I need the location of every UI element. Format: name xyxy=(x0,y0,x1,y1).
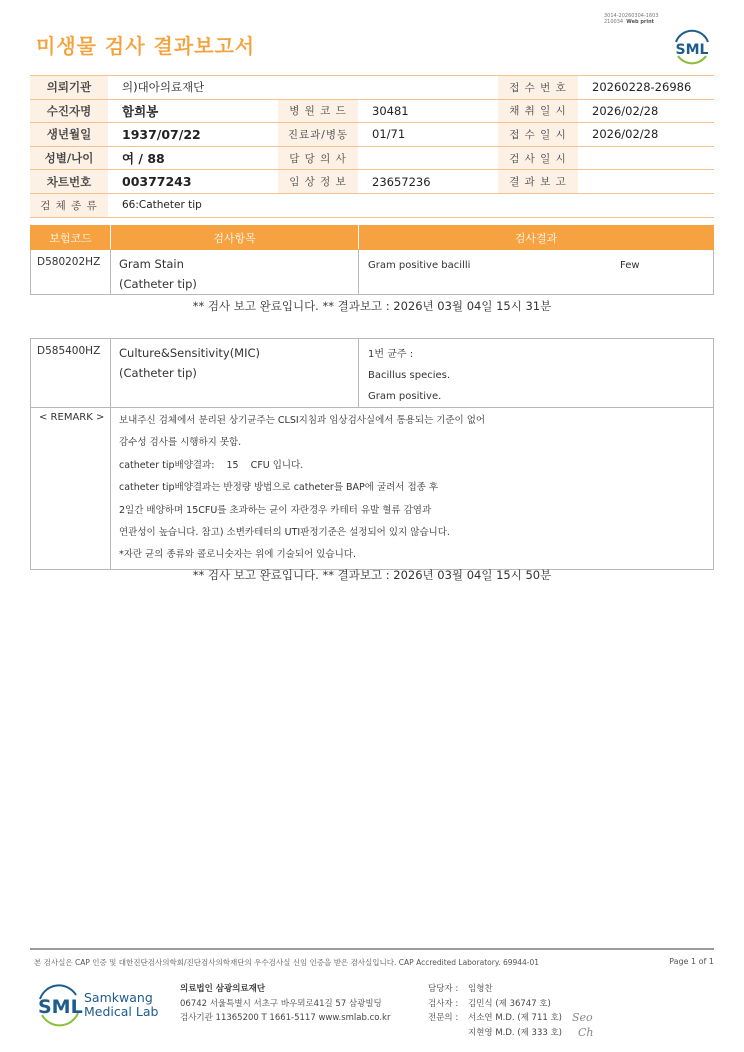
staff-row xyxy=(428,982,594,997)
staff-name: 임형찬 xyxy=(468,984,493,994)
test1-result-cell xyxy=(359,250,714,295)
patient-value: 함희봉 xyxy=(108,99,278,123)
page-number: Page 1 of 1 xyxy=(669,957,714,966)
specimen-value: 66:Catheter tip xyxy=(108,193,714,217)
collect-date-value: 2026/02/28 xyxy=(578,99,714,123)
receipt-no-value: 20260228-26986 xyxy=(578,76,714,100)
collect-date-label: 채 취 일 시 xyxy=(498,99,578,123)
logo-text: SML xyxy=(38,996,83,1018)
accreditation-note: 본 검사실은 CAP 인증 및 대한진단검사의학회/진단검사의학재단의 우수검사실 신임 인증을 받은 검사실입니다. CAP Accredited Laboratory. 69944-01 xyxy=(34,958,540,967)
brand-line-2: Medical Lab xyxy=(84,1004,159,1019)
test2-result-cell xyxy=(359,339,714,408)
info-row xyxy=(30,99,714,123)
gram-stain-table xyxy=(30,225,714,295)
company-contact: 검사기관 11365200 T 1661-5117 www.smlab.co.kr xyxy=(180,1013,391,1023)
test2-organism: Bacillus species. xyxy=(368,370,451,381)
remark-line: catheter tip배양결과: 15 CFU 입니다. xyxy=(119,459,304,471)
remark-line: *자란 균의 종류와 콜로니숫자는 위에 기술되어 있습니다. xyxy=(119,549,356,561)
requester-value: 의)대아의료재단 xyxy=(108,76,498,100)
birth-value: 1937/07/22 xyxy=(108,123,278,147)
completion-notice-2: ** 검사 보고 완료입니다. ** 결과보고 : 2026년 03월 04일 15시 50분 xyxy=(192,568,552,582)
clinical-value: 23657236 xyxy=(358,170,498,194)
hospital-code-label: 병 원 코 드 xyxy=(278,99,358,123)
report-value xyxy=(578,170,714,194)
remark-line: 2일간 배양하며 15CFU를 초과하는 균이 자란경우 카테터 유발 혈류 감염과 xyxy=(119,504,432,516)
staff-role xyxy=(428,1026,468,1041)
info-row xyxy=(30,123,714,147)
staff-row xyxy=(428,1026,594,1041)
staff-name: 지현영 M.D. (제 333 호) xyxy=(468,1027,563,1038)
remark-text xyxy=(111,408,714,570)
company-name: 의료법인 삼광의료재단 xyxy=(180,984,266,994)
remark-line: 보내주신 검체에서 분리된 상기균주는 CLSI지침과 임상검사실에서 통용되는 기준이 없어 xyxy=(119,415,486,426)
test2-item-specimen: (Catheter tip) xyxy=(119,366,197,380)
document-code xyxy=(604,13,659,25)
table-row xyxy=(31,250,714,295)
receipt-no-label: 접 수 번 호 xyxy=(498,76,578,100)
test1-amount: Few xyxy=(620,260,640,271)
test1-code: D580202HZ xyxy=(31,250,111,295)
sex-age-label: 성별/나이 xyxy=(30,146,108,170)
signature-icon: Seo xyxy=(572,1011,593,1024)
company-info xyxy=(180,982,390,1026)
footer-divider xyxy=(30,948,714,950)
staff-role: 담당자 : xyxy=(428,984,459,994)
logo-text: SML xyxy=(675,42,709,58)
staff-row xyxy=(428,997,594,1012)
patient-info-table xyxy=(30,75,714,218)
info-row xyxy=(30,146,714,170)
info-row xyxy=(30,170,714,194)
staff-info xyxy=(428,982,594,1040)
test2-item xyxy=(111,339,359,408)
remark-line: catheter tip배양결과는 반정량 방법으로 catheter를 BAP에 굴려서 접종 후 xyxy=(119,482,439,494)
doc-code-2: 210034 xyxy=(604,19,624,25)
col-header-result: 검사결과 xyxy=(359,226,714,250)
staff-role: 전문의 : xyxy=(428,1013,459,1023)
info-row xyxy=(30,193,714,217)
requester-label: 의뢰기관 xyxy=(30,76,108,100)
test1-item-specimen: (Catheter tip) xyxy=(119,277,197,291)
remark-line: 연관성이 높습니다. 참고) 소변카테터의 UTI판정기준은 설정되어 있지 않습니다. xyxy=(119,527,450,539)
doctor-value xyxy=(358,146,498,170)
staff-role: 검사자 : xyxy=(428,998,459,1009)
clinical-label: 임 상 정 보 xyxy=(278,170,358,194)
results-header-row xyxy=(31,226,714,250)
col-header-code: 보험코드 xyxy=(31,226,111,250)
report-title: 미생물 검사 결과보고서 xyxy=(36,34,256,58)
patient-label: 수진자명 xyxy=(30,99,108,123)
birth-label: 생년월일 xyxy=(30,123,108,147)
receipt-date-label: 접 수 일 시 xyxy=(498,123,578,147)
sml-logo-icon xyxy=(670,24,714,68)
receipt-date-value: 2026/02/28 xyxy=(578,123,714,147)
test1-item-name: Gram Stain xyxy=(119,257,184,271)
signature-icon: Ch xyxy=(578,1025,594,1039)
sex-age-value: 여 / 88 xyxy=(108,146,278,170)
company-address: 06742 서울특별시 서초구 바우뫼로41길 57 삼광빌딩 xyxy=(180,998,382,1009)
report-label: 결 과 보 고 xyxy=(498,170,578,194)
info-row xyxy=(30,76,714,100)
specimen-label: 검 체 종 류 xyxy=(30,193,108,217)
test-date-value xyxy=(578,146,714,170)
test2-strain-label: 1번 균주 : xyxy=(368,349,414,360)
culture-table xyxy=(30,338,714,570)
col-header-item: 검사항목 xyxy=(111,226,359,250)
test-date-label: 검 사 일 시 xyxy=(498,146,578,170)
chart-value: 00377243 xyxy=(108,170,278,194)
staff-name: 김민식 (제 36747 호) xyxy=(468,998,551,1009)
brand-line-1: Samkwang xyxy=(84,990,153,1005)
sml-logo-icon xyxy=(36,981,176,1029)
hospital-code-value: 30481 xyxy=(358,99,498,123)
doctor-label: 담 당 의 사 xyxy=(278,146,358,170)
doc-code: 3014-20260304-1603 xyxy=(604,13,659,19)
chart-label: 차트번호 xyxy=(30,170,108,194)
test2-gram: Gram positive. xyxy=(368,391,442,402)
completion-notice-1: ** 검사 보고 완료입니다. ** 결과보고 : 2026년 03월 04일 15시 31분 xyxy=(192,299,552,313)
remark-row xyxy=(31,408,714,570)
staff-name: 서소연 M.D. (제 711 호) xyxy=(468,1013,563,1023)
dept-label: 진료과/병동 xyxy=(278,123,358,147)
dept-value: 01/71 xyxy=(358,123,498,147)
test1-item xyxy=(111,250,359,295)
test2-code: D585400HZ xyxy=(31,339,111,408)
table-row xyxy=(31,339,714,408)
staff-row xyxy=(428,1011,594,1026)
test1-result: Gram positive bacilli xyxy=(368,260,471,271)
samkwang-logo xyxy=(36,981,176,1033)
remark-label: < REMARK > xyxy=(31,408,111,570)
print-label: Web print xyxy=(626,19,655,25)
remark-line: 감수성 검사를 시행하지 못함. xyxy=(119,437,242,449)
test2-item-name: Culture&Sensitivity(MIC) xyxy=(119,346,261,360)
